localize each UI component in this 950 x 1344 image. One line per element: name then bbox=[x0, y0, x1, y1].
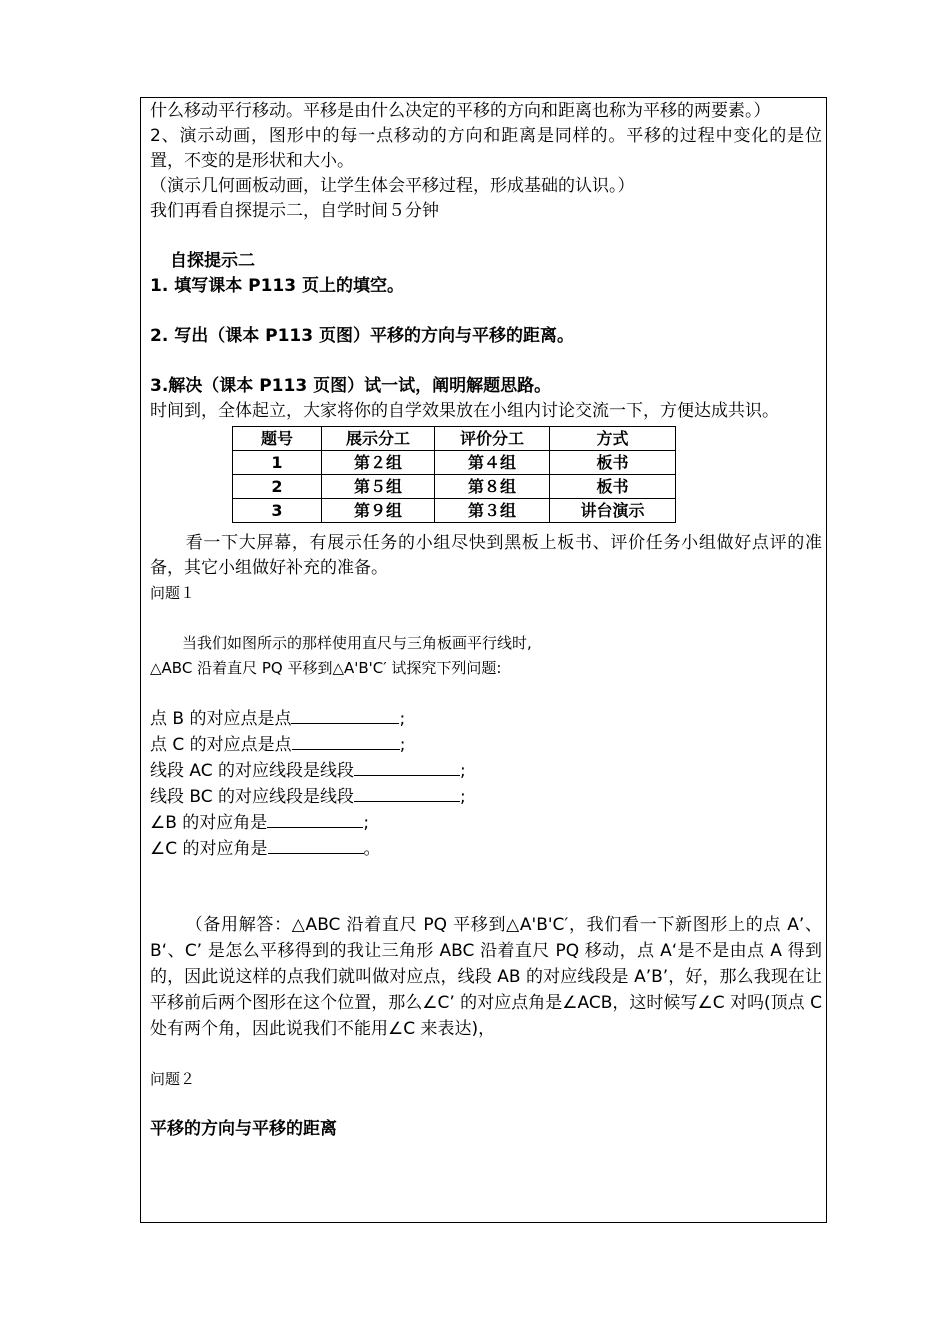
prompt2-item-1: 1. 填写课本 P113 页上的填空。 bbox=[150, 276, 404, 296]
table-cell: 2 bbox=[233, 475, 322, 499]
table-cell: 第８组 bbox=[435, 475, 550, 499]
blank-line[interactable] bbox=[354, 758, 460, 776]
fill-blank-angle-b: ∠B 的对应角是 ; bbox=[150, 810, 822, 836]
paragraph-big-screen bbox=[150, 531, 822, 581]
blank-line[interactable] bbox=[291, 706, 399, 724]
table-cell: 第４组 bbox=[435, 451, 550, 475]
table-cell: 板书 bbox=[550, 451, 676, 475]
prompt2-heading: 自探提示二 bbox=[170, 251, 255, 271]
table-cell: 板书 bbox=[550, 475, 676, 499]
prompt2-item-3: 3.解决（课本 P113 页图）试一试，阐明解题思路。 bbox=[150, 376, 552, 396]
table-cell: 第５组 bbox=[322, 475, 435, 499]
paragraph-group-discussion: 时间到，全体起立，大家将你的自学效果放在小组内讨论交流一下，方便达成共识。 bbox=[150, 401, 779, 421]
table-row bbox=[233, 499, 676, 523]
prompt2-item-2: 2. 写出（课本 P113 页图）平移的方向与平移的距离。 bbox=[150, 326, 574, 346]
table-row bbox=[233, 451, 676, 475]
paragraph-geometry-sketchpad: （演示几何画板动画，让学生体会平移过程，形成基础的认识。） bbox=[150, 176, 635, 196]
paragraph-self-study-time: 我们再看自探提示二，自学时间５分钟 bbox=[150, 201, 439, 221]
question-1-intro-line1: 当我们如图所示的那样使用直尺与三角板画平行线时, bbox=[182, 634, 532, 652]
table-header-cell: 方式 bbox=[550, 427, 676, 451]
table-cell: 第９组 bbox=[322, 499, 435, 523]
table-cell: 3 bbox=[233, 499, 322, 523]
table-cell: 1 bbox=[233, 451, 322, 475]
table-cell: 第２组 bbox=[322, 451, 435, 475]
blank-line[interactable] bbox=[292, 732, 400, 750]
big-screen-text: 看一下大屏幕，有展示任务的小组尽快到黑板上板书、评价任务小组做好点评的准备，其它小组做好补充的准备。 bbox=[150, 533, 822, 578]
blank-line[interactable] bbox=[268, 836, 364, 854]
table-header-cell: 评价分工 bbox=[435, 427, 550, 451]
question-2-title: 平移的方向与平移的距离 bbox=[150, 1119, 337, 1139]
table-cell: 讲台演示 bbox=[550, 499, 676, 523]
table-header-cell: 题号 bbox=[233, 427, 322, 451]
paragraph-backup-answer bbox=[150, 912, 822, 1042]
fill-blank-point-c: 点 C 的对应点是点 ; bbox=[150, 732, 822, 758]
paragraph-animation-demo: 2、演示动画，图形中的每一点移动的方向和距离是同样的。平移的过程中变化的是位置，不变的是形状和大小。 bbox=[150, 126, 822, 171]
question-2-label: 问题２ bbox=[150, 1070, 196, 1088]
backup-answer-text: （备用解答：△ABC 沿着直尺 PQ 平移到△A'B'C′，我们看一下新图形上的点 A’、 B‘、C’ 是怎么平移得到的我让三角形 ABC 沿着直尺 PQ 移动，点 A‘是不是由点 A 得到的，因此说这样的点我们就叫做对应点，线段 AB 的对应线段是 A’B’，好，那么我现在让平移前后两个图形在这个位置，那么∠C’ 的对应点角是∠ACB，这时候写∠C 对吗(顶点 C 处有两个角，因此说我们不能用∠C 来表达)， bbox=[150, 915, 822, 1039]
question-1-label: 问题１ bbox=[150, 584, 196, 602]
task-assignment-table bbox=[232, 426, 676, 523]
table-row bbox=[233, 475, 676, 499]
fill-blank-segment-bc: 线段 BC 的对应线段是线段 ; bbox=[150, 784, 822, 810]
table-header-cell: 展示分工 bbox=[322, 427, 435, 451]
table-header-row bbox=[233, 427, 676, 451]
table-cell: 第３组 bbox=[435, 499, 550, 523]
blank-line[interactable] bbox=[354, 784, 460, 802]
fill-blank-segment-ac: 线段 AC 的对应线段是线段 ; bbox=[150, 758, 822, 784]
paragraph-translation-elements: 什么移动平行移动。平移是由什么决定的平移的方向和距离也称为平移的两要素。） bbox=[150, 101, 771, 121]
blank-line[interactable] bbox=[267, 810, 363, 828]
fill-blank-point-b: 点 B 的对应点是点 ; bbox=[150, 706, 822, 732]
question-1-intro-line2: △ABC 沿着直尺 PQ 平移到△A'B'C′ 试探究下列问题: bbox=[150, 659, 502, 677]
document-body bbox=[150, 99, 822, 1142]
fill-blank-angle-c: ∠C 的对应角是 。 bbox=[150, 836, 822, 862]
